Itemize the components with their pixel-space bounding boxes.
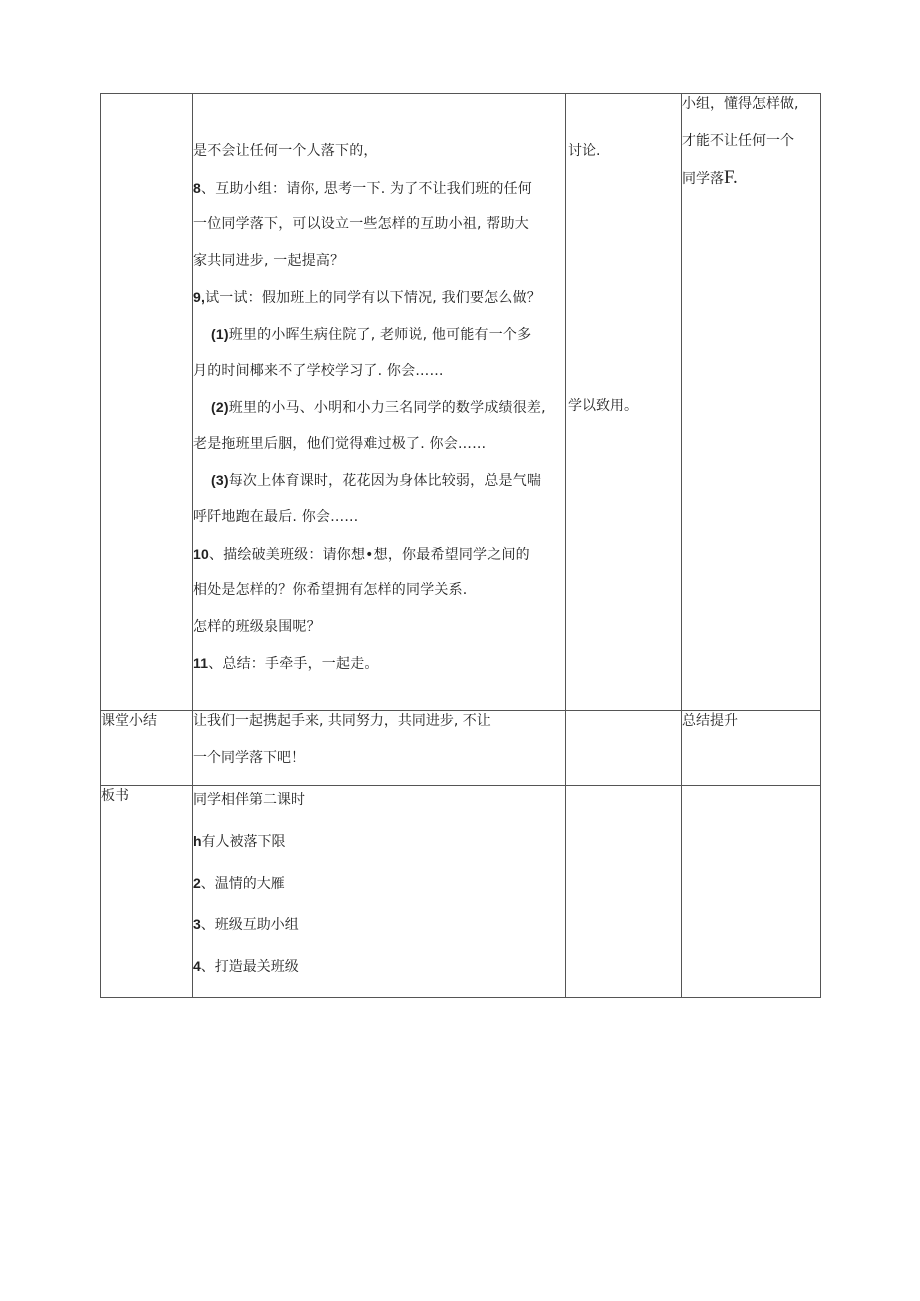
goal-line-text: 同学落 <box>682 171 724 187</box>
content-line <box>193 434 565 471</box>
board-item-text: 、班级互助小组 <box>200 917 299 934</box>
line-text: 班里的小马、小明和小力三名同学的数学成绩很差, <box>228 400 546 417</box>
activity-content-cell <box>193 94 566 711</box>
goal-line: 才能不让任何一个 <box>682 133 794 149</box>
board-item <box>193 956 565 998</box>
content-line <box>193 544 565 581</box>
method-apply: 学以致用。 <box>568 398 638 414</box>
line-text: 怎样的班级泉围呢？ <box>193 618 321 635</box>
activity-row <box>101 94 821 711</box>
board-item <box>193 831 565 873</box>
content-line <box>193 251 565 288</box>
item-number: h <box>193 833 202 850</box>
content-line <box>193 617 565 654</box>
item-number: 2 <box>193 874 201 891</box>
board-item <box>193 873 565 915</box>
line-text: 一位同学落下，可以设立一些怎样的互助小祖, 帮助大 <box>193 216 529 233</box>
item-number: 3 <box>193 916 201 933</box>
content-line <box>193 580 565 617</box>
line-text: 试一试：假加班上的同学有以下情况, 我们要怎么做？ <box>205 290 541 307</box>
line-text: 家共同进步, 一起提高？ <box>193 252 345 269</box>
summary-row <box>101 710 821 785</box>
activity-label-cell <box>101 94 193 711</box>
activity-goal-cell <box>682 94 821 711</box>
content-line <box>193 287 565 324</box>
board-items <box>193 831 565 997</box>
summary-goal: 总结提升 <box>682 710 821 785</box>
line-text: 、总结：手牵手，一起走。 <box>208 656 379 673</box>
item-number: 11 <box>193 655 209 672</box>
activity-content <box>193 94 565 710</box>
board-method-cell <box>566 785 682 998</box>
content-line <box>193 324 565 361</box>
board-item-text: 、温情的大雁 <box>200 875 285 892</box>
line-text: 是不会让任何一个人落下的， <box>193 143 378 159</box>
summary-line: 让我们一起携起手来, 共同努力，共同进步, 不让 <box>193 712 491 729</box>
content-line <box>193 653 565 690</box>
goal-line-suffix: F. <box>724 167 738 188</box>
item-number: 9, <box>193 289 206 306</box>
item-number: 8 <box>193 179 201 196</box>
goal-line: 小组，懂得怎样做, <box>682 96 799 112</box>
board-title: 同学相伴第二课时 <box>193 791 305 808</box>
line-text: 、描绘破美班级：请你想•想，你最希望同学之间的 <box>208 546 530 563</box>
board-goal-cell <box>682 785 821 998</box>
content-line <box>193 141 565 178</box>
goal-line <box>682 168 820 205</box>
line-text: 老是拖班里后胭，他们觉得难过极了. 你会…… <box>193 435 487 452</box>
lesson-plan-table <box>100 93 821 998</box>
item-number: 4 <box>193 957 201 974</box>
content-line <box>193 470 565 507</box>
summary-label: 课堂小结 <box>101 710 193 785</box>
board-content-cell <box>193 785 566 998</box>
board-row <box>101 785 821 998</box>
line-text: 月的时间椰来不了学校学习了. 你会…… <box>193 362 444 379</box>
item-number: (1) <box>211 325 229 342</box>
line-text: 每次上体育课时，花花因为身体比较弱，总是气喘 <box>228 473 542 490</box>
content-line <box>193 397 565 434</box>
content-line <box>193 507 565 544</box>
content-line <box>193 361 565 398</box>
content-line <box>193 214 565 251</box>
method-discussion: 讨论. <box>568 143 601 159</box>
activity-method-cell <box>566 94 682 711</box>
board-item <box>193 914 565 956</box>
summary-method-cell <box>566 710 682 785</box>
board-item-text: 、打造最关班级 <box>200 958 299 975</box>
item-number: 10 <box>193 545 209 562</box>
summary-content-cell <box>193 710 566 785</box>
board-item-text: 有人被落下限 <box>201 834 286 851</box>
line-text: 相处是怎样的？你希望拥有怎样的同学关系. <box>193 582 468 599</box>
item-number: (2) <box>211 399 229 416</box>
summary-line: 一个同学落下吧！ <box>193 749 305 766</box>
content-line <box>193 178 565 215</box>
line-text: 呼阡地跑在最后. 你会…… <box>193 508 359 525</box>
line-text: 、互助小组：请你, 思考一下. 为了不让我们班的任何 <box>201 180 532 197</box>
line-text: 班里的小晖生病住院了, 老师说, 他可能有一个多 <box>228 326 532 343</box>
item-number: (3) <box>211 472 229 489</box>
board-label: 板书 <box>101 785 193 998</box>
